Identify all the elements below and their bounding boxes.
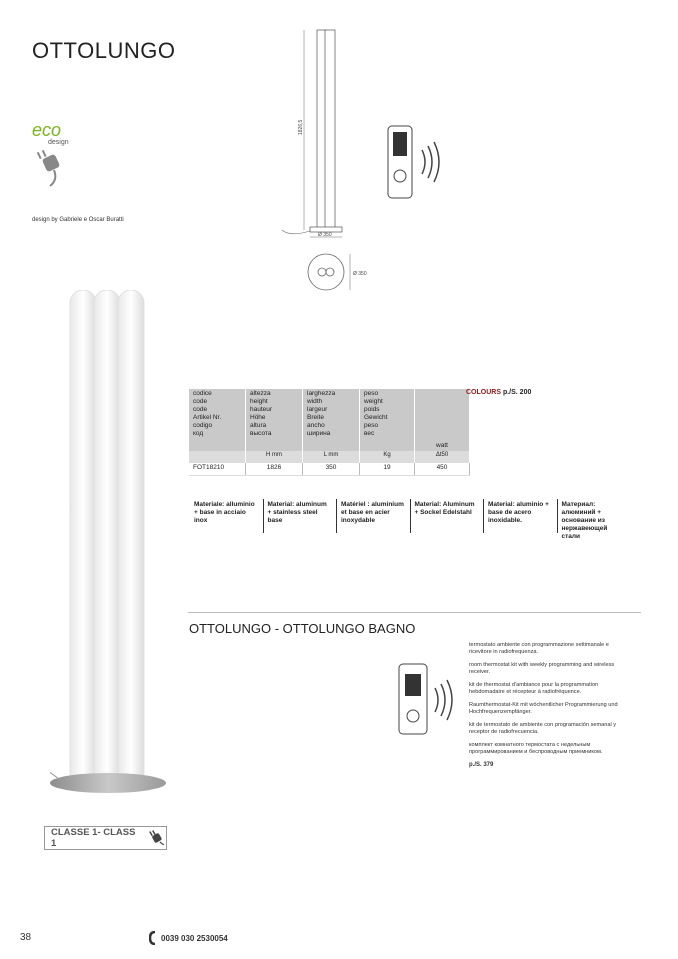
header-text: code [193,406,208,413]
header-text: вес [364,430,375,437]
col-weight-header [360,389,415,451]
phone-icon [149,931,157,945]
section-divider [188,612,641,613]
phone-contact[interactable] [149,931,228,945]
desc-de: Raumthermostat-Kit mit wöchentlicher Programmierung und Hochfrequenzempfänger. [469,702,618,715]
plug-icon [148,830,166,846]
header-text: Breite [307,414,324,421]
header-text: peso [364,390,379,397]
base-width-label: Ø 350 [318,232,332,238]
col-watt-header [415,389,470,451]
header-text: код [193,430,204,437]
weight-cell: 19 [360,463,415,476]
unit-cell: Kg [360,451,415,463]
table-row [189,463,470,476]
header-text: largeur [307,406,328,413]
page-number: 38 [20,932,32,943]
header-text: ancho [307,422,325,429]
phone-number: 0039 030 2530054 [161,933,228,943]
eco-design-logo [30,118,90,193]
desc-en: room thermostat kit with weekly programming and wireless receiver. [469,662,615,675]
watt-cell: 450 [415,463,470,476]
class-badge [44,826,167,850]
header-text: ширина [307,430,331,437]
colours-page-ref: p./S. 200 [502,389,532,396]
page-title: OTTOLUNGO [32,38,176,63]
designer-credit: design by Gabriele e Oscar Buratti [32,217,124,223]
header-text: altezza [250,390,271,397]
unit-cell [189,451,246,463]
unit-cell: L mm [303,451,360,463]
header-text: Höhe [250,414,266,421]
spec-header-row [189,389,470,451]
thermostat-icon [380,120,450,205]
materials-row [190,499,630,540]
width-cell: 350 [303,463,360,476]
col-width-header [303,389,360,451]
header-text: weight [364,398,383,405]
plug-icon [37,150,60,186]
header-text: larghezza [307,390,336,397]
desc-fr: kit de thermostat d'ambiance pour la programmation hebdomadaire et récepteur à radiofréquence. [469,682,599,695]
material-es: Material: aluminio + base de acero inoxidable. [483,499,557,533]
col-height-header [246,389,303,451]
material-ru: Материал: алюминий + основание из нержавеющей стали [557,499,631,533]
colours-label: COLOURS [466,389,501,396]
header-text: Gewicht [364,414,388,421]
spec-units-row [189,451,470,463]
header-text: Artikel Nr. [193,414,222,421]
desc-ru: комплект комнатного термостата с недельным программированием и беспроводным приемником. [469,742,603,755]
header-text: codice [193,390,212,397]
thermostat-description [469,642,629,775]
material-de: Material: Aluminum + Sockel Edelstahl [410,499,484,533]
product-photo [50,290,180,800]
header-text: высота [250,430,272,437]
material-fr: Matériel : aluminium et base en acier inoxydable [336,499,410,533]
spec-table [189,389,470,476]
eco-text: eco [32,120,62,140]
header-text: watt [436,442,448,449]
code-cell: FOT18210 [189,463,246,476]
material-it: Materiale: alluminio + base in acciaio inox [194,501,255,524]
header-text: codigo [193,422,213,429]
unit-cell: H mm [246,451,303,463]
header-text: code [193,398,208,405]
header-text: width [307,398,323,405]
material-en: Material: aluminum + stainless steel base [263,499,337,533]
thermostat-kit-icon [395,660,460,740]
design-text: design [48,139,69,146]
desc-es: kit de termostato de ambiente con programación semanal y receptor de radiofrecuencia. [469,722,617,735]
section-title: OTTOLUNGO - OTTOLUNGO BAGNO [189,621,416,636]
desc-page-ref[interactable]: p./S. 379 [469,762,494,768]
header-text: height [250,398,268,405]
unit-cell: Δt50 [415,451,470,463]
colours-reference[interactable] [466,389,531,396]
header-text: poids [364,406,380,413]
header-text: altura [250,422,267,429]
col-code-header [189,389,246,451]
class-label: CLASSE 1- CLASS 1 [51,827,136,849]
base-diameter-label: Ø 350 [353,271,367,277]
desc-it: termostato ambiente con programmazione settimanale e ricevitore in radiofrequenza. [469,642,609,655]
height-label: 1826,5 [298,119,304,135]
header-text: peso [364,422,379,429]
header-text: hauteur [250,406,273,413]
height-cell: 1826 [246,463,303,476]
